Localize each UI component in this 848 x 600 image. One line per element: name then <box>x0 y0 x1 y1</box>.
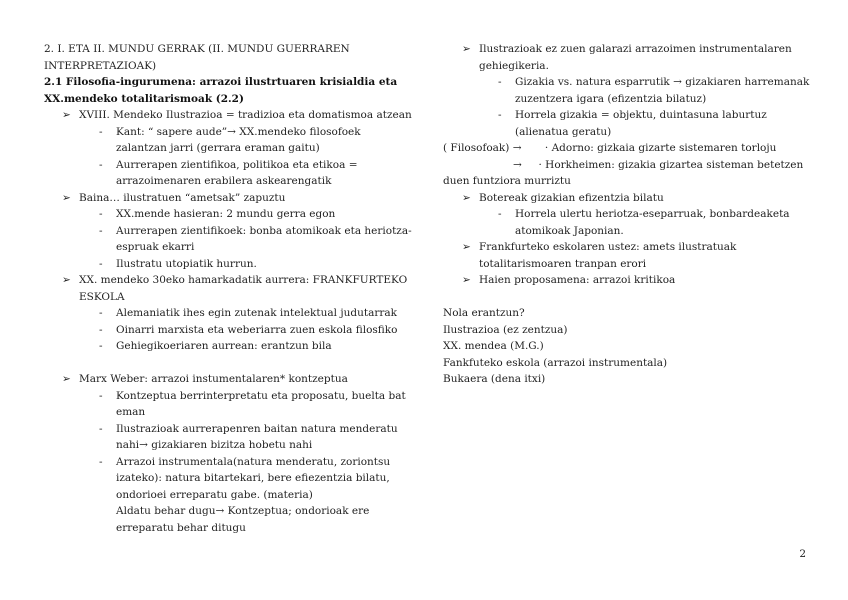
summary-line: Nola erantzun? <box>443 307 525 319</box>
dash-bullet-icon: - <box>498 109 502 121</box>
sub-bullet-item <box>44 322 414 339</box>
bullet-item <box>44 272 414 305</box>
philosophers-line: → · Horkheimen: gizakia gizartea sisteman betetzen <box>513 158 804 171</box>
dash-bullet-icon: - <box>99 224 103 237</box>
arrow-bullet-icon: ➢ <box>62 373 71 385</box>
bullet-item <box>443 272 823 289</box>
dash-bullet-icon: - <box>99 323 103 336</box>
sub-bullet-text: Kontzeptua berrinterpretatu eta proposatu, buelta bat eman <box>116 389 406 418</box>
arrow-bullet-icon: ➢ <box>62 109 71 121</box>
bullet-text: Ilustrazioak ez zuen galarazi arrazoimen instrumentalaren gehiegikeria. <box>479 43 792 72</box>
sub-bullet-item <box>443 107 823 140</box>
arrow-bullet-icon: ➢ <box>62 274 71 286</box>
spacer <box>44 355 414 372</box>
sub-bullet-item <box>44 223 414 256</box>
sub-bullet-text: XX.mende hasieran: 2 mundu gerra egon <box>116 208 336 220</box>
continuation-text: Aldatu behar dugu→ Kontzeptua; ondorioak ere erreparatu behar ditugu <box>116 505 370 534</box>
bullet-item <box>443 239 823 272</box>
dash-bullet-icon: - <box>99 158 103 171</box>
sub-bullet-text: Ilustrazioak aurrerapenren baitan natura menderatu nahi→ gizakiaren bizitza hobetu nahi <box>116 422 398 451</box>
sub-bullet-item <box>44 421 414 454</box>
sub-bullet-item <box>44 256 414 273</box>
arrow-bullet-icon: ➢ <box>462 43 471 55</box>
sub-bullet-item <box>44 124 414 157</box>
dash-bullet-icon: - <box>99 340 103 352</box>
sub-bullet-item <box>443 206 823 239</box>
arrow-bullet-icon: ➢ <box>462 241 471 253</box>
dash-bullet-icon: - <box>99 422 103 435</box>
sub-bullet-text: Aurrerapen zientifikoek: bonba atomikoak eta heriotza-espruak ekarri <box>116 224 412 253</box>
bullet-text: Botereak gizakian efizentzia bilatu <box>479 191 664 204</box>
dash-bullet-icon: - <box>99 208 103 220</box>
arrow-bullet-icon: ➢ <box>462 274 471 286</box>
dash-bullet-icon: - <box>498 76 502 88</box>
sub-bullet-item <box>44 388 414 421</box>
sub-bullet-item <box>44 206 414 223</box>
sub-bullet-text: Horrela gizakia = objektu, duintasuna laburtuz (alienatua geratu) <box>515 109 767 138</box>
sub-bullet-item <box>443 74 823 107</box>
sub-bullet-text: Ilustratu utopiatik hurrun. <box>116 257 257 270</box>
dash-bullet-icon: - <box>99 389 103 402</box>
bullet-text: XX. mendeko 30eko hamarkadatik aurrera: FRANKFURTEKO ESKOLA <box>79 274 408 303</box>
subsection-heading: 2.1 Filosofia-ingurumena: arrazoi ilustrtuaren krisialdia eta XX.mendeko totalitarismoak (2.2) <box>44 76 398 105</box>
sub-bullet-text: Oinarri marxista eta weberiarra zuen eskola filosfiko <box>116 323 398 336</box>
sub-bullet-text: Aurrerapen zientifikoa, politikoa eta etikoa = arrazoimenaren erabilera askearengatik <box>116 158 358 187</box>
summary-line: XX. mendea (M.G.) <box>443 340 544 352</box>
arrow-bullet-icon: ➢ <box>62 191 71 204</box>
bullet-item <box>44 107 414 124</box>
sub-bullet-item <box>44 305 414 322</box>
bullet-text: Marx Weber: arrazoi instumentalaren* kontzeptua <box>79 373 348 385</box>
right-column <box>443 41 823 388</box>
left-column <box>44 41 414 536</box>
bullet-text: Baina… ilustratuen “ametsak” zapuztu <box>79 191 286 204</box>
sub-bullet-text: Horrela ulertu heriotza-eseparruak, bonbardeaketa atomikoak Japonian. <box>515 208 790 237</box>
sub-bullet-text: Arrazoi instrumentala(natura menderatu, zoriontsu izateko): natura bitartekari, bere efiezentzia bilatu, ondorioei erreparatu gabe. (materia) <box>116 455 391 501</box>
arrow-bullet-icon: ➢ <box>462 191 471 204</box>
dash-bullet-icon: - <box>498 208 502 220</box>
section-heading: 2. I. ETA II. MUNDU GERRAK (II. MUNDU GUERRAREN INTERPRETAZIOAK) <box>44 43 350 72</box>
summary-line: Ilustrazioa (ez zentzua) <box>443 323 568 336</box>
sub-bullet-text: Alemaniatik ihes egin zutenak intelektual judutarrak <box>116 307 398 319</box>
summary-line: Bukaera (dena itxi) <box>443 373 546 385</box>
dash-bullet-icon: - <box>99 455 103 468</box>
spacer <box>443 289 823 306</box>
bullet-text: Haien proposamena: arrazoi kritikoa <box>479 274 676 286</box>
sub-bullet-item <box>44 454 414 504</box>
sub-bullet-text: Kant: “ sapere aude”→ XX.mendeko filosofoek zalantzan jarri (gerrara eraman gaitu) <box>116 125 361 154</box>
bullet-item <box>44 190 414 207</box>
bullet-item <box>443 41 823 74</box>
philosophers-line: ( Filosofoak) → · Adorno: gizkaia gizarte sistemaren torloju <box>443 142 777 154</box>
bullet-text: Frankfurteko eskolaren ustez: amets ilustratuak totalitarismoaren tranpan erori <box>479 241 737 270</box>
dash-bullet-icon: - <box>99 257 103 270</box>
sub-bullet-text: Gehiegikoeriaren aurrean: erantzun bila <box>116 340 332 352</box>
bullet-item <box>44 371 414 388</box>
page-number: 2 <box>799 548 806 560</box>
summary-line: Fankfuteko eskola (arrazoi instrumentala) <box>443 356 668 369</box>
sub-bullet-item <box>44 157 414 190</box>
sub-bullet-item <box>44 338 414 355</box>
dash-bullet-icon: - <box>99 125 103 138</box>
philosophers-line: duen funtziora murriztu <box>443 175 571 187</box>
bullet-text: XVIII. Mendeko Ilustrazioa = tradizioa eta domatismoa atzean <box>79 109 412 121</box>
bullet-item <box>443 190 823 207</box>
sub-bullet-text: Gizakia vs. natura esparrutik → gizakiaren harremanak zuzentzera igara (efizentzia bilatuz) <box>515 76 810 105</box>
dash-bullet-icon: - <box>99 307 103 319</box>
